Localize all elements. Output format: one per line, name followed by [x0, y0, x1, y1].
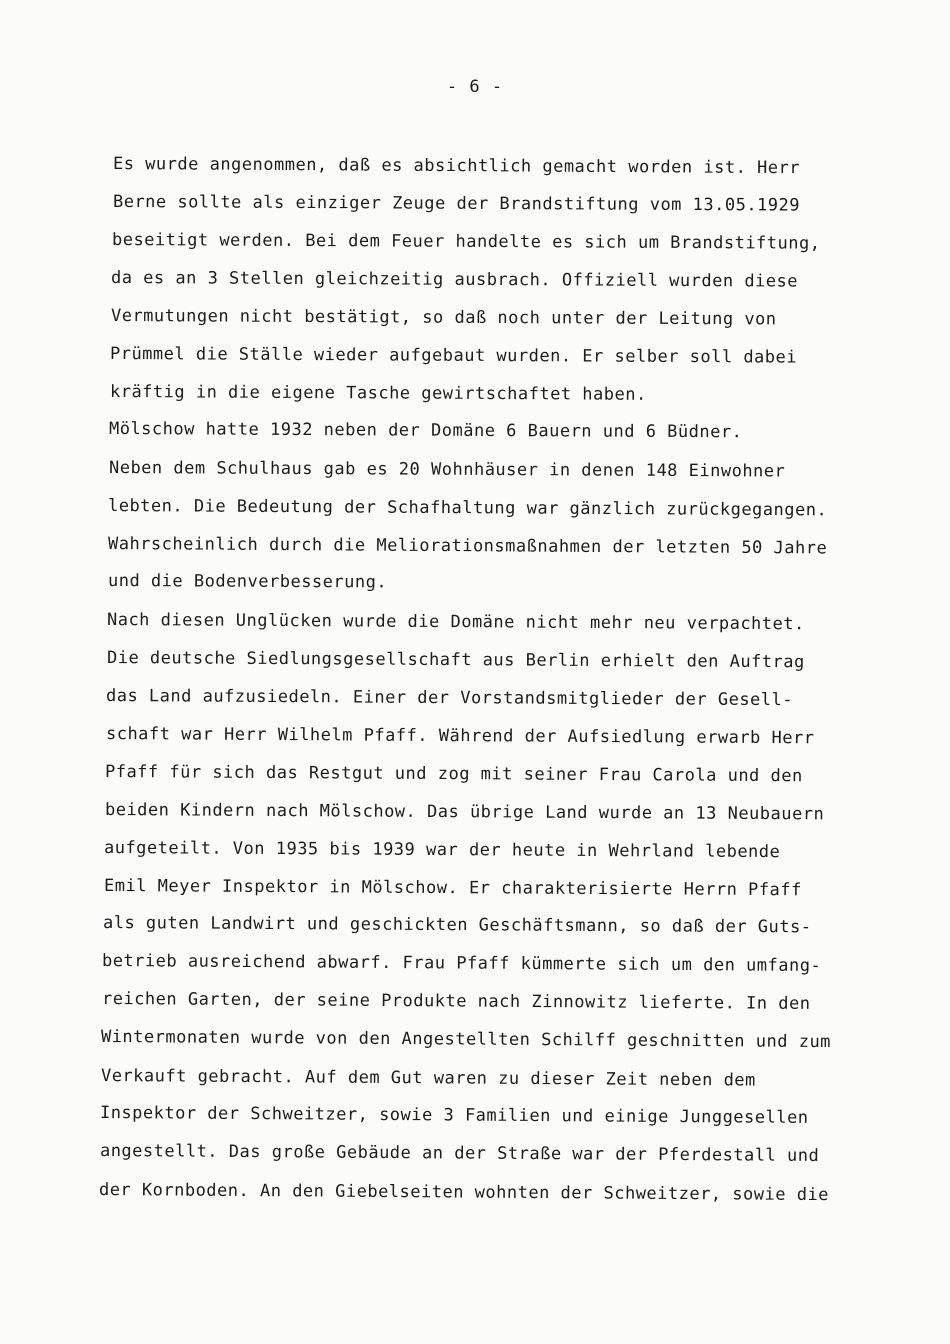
text-line: Nach diesen Unglücken wurde die Domäne nicht mehr neu verpachtet.: [106, 610, 805, 635]
text-line: Wintermonaten wurde von den Angestellten Schilff geschnitten und zum: [100, 1027, 832, 1053]
text-line: betrieb ausreichend abwarf. Frau Pfaff kümmerte sich um den umfang-: [101, 951, 822, 977]
text-line: reichen Garten, der seine Produkte nach Zinnowitz lieferte. In den: [101, 989, 811, 1014]
page-number: - 6 -: [446, 77, 504, 97]
text-line: angestellt. Das große Gebäude an der Straße war der Pferdestall und: [99, 1141, 820, 1167]
text-line: Pfaff für sich das Restgut und zog mit seiner Frau Carola und den: [104, 762, 803, 787]
text-line: kräftig in die eigene Tasche gewirtschaftet haben.: [109, 382, 647, 405]
text-line: als guten Landwirt und geschickten Geschäftsmann, so daß der Guts-: [102, 913, 812, 938]
text-line: Wahrscheinlich durch die Meliorationsmaßnahmen der letzten 50 Jahre: [107, 534, 828, 559]
text-line: das Land aufzusiedeln. Einer der Vorstandsmitglieder der Gesell-: [105, 686, 794, 711]
text-line: Neben dem Schulhaus gab es 20 Wohnhäuser in denen 148 Einwohner: [108, 458, 786, 482]
text-line: Prümmel die Ställe wieder aufgebaut wurden. Er selber soll dabei: [109, 344, 798, 368]
text-line: Vermutungen nicht bestätigt, so daß noch unter der Leitung von: [110, 306, 777, 330]
text-line: lebten. Die Bedeutung der Schafhaltung war gänzlich zurückgegangen.: [107, 496, 828, 521]
text-line: der Kornboden. An den Giebelseiten wohnten der Schweitzer, sowie die: [98, 1180, 830, 1206]
text-line: Die deutsche Siedlungsgesellschaft aus Berlin erhielt den Auftrag: [106, 648, 805, 673]
text-line: Emil Meyer Inspektor in Mölschow. Er charakterisierte Herrn Pfaff: [103, 876, 802, 901]
text-line: aufgeteilt. Von 1935 bis 1939 war der heute in Wehrland lebende: [103, 838, 781, 863]
text-line: und die Bodenverbesserung.: [107, 571, 388, 593]
text-line: Verkauft gebracht. Auf dem Gut waren zu dieser Zeit neben dem: [100, 1066, 756, 1091]
text-line: schaft war Herr Wilhelm Pfaff. Während der Aufsiedlung erwarb Herr: [105, 724, 815, 749]
text-line: Es wurde angenommen, daß es absichtlich gemacht worden ist. Herr: [112, 154, 801, 179]
text-line: beiden Kindern nach Mölschow. Das übrige Land wurde an 13 Neubauern: [104, 800, 825, 825]
text-line: beseitigt werden. Bei dem Feuer handelte es sich um Brandstiftung,: [111, 230, 821, 254]
text-line: da es an 3 Stellen gleichzeitig ausbrach. Offiziell wurden diese: [110, 268, 799, 292]
text-line: Mölschow hatte 1932 neben der Domäne 6 Bauern und 6 Büdner.: [108, 419, 743, 443]
text-line: Inspektor der Schweitzer, sowie 3 Familien und einige Junggesellen: [99, 1103, 809, 1128]
text-line: Berne sollte als einziger Zeuge der Brandstiftung vom 13.05.1929: [112, 192, 801, 216]
